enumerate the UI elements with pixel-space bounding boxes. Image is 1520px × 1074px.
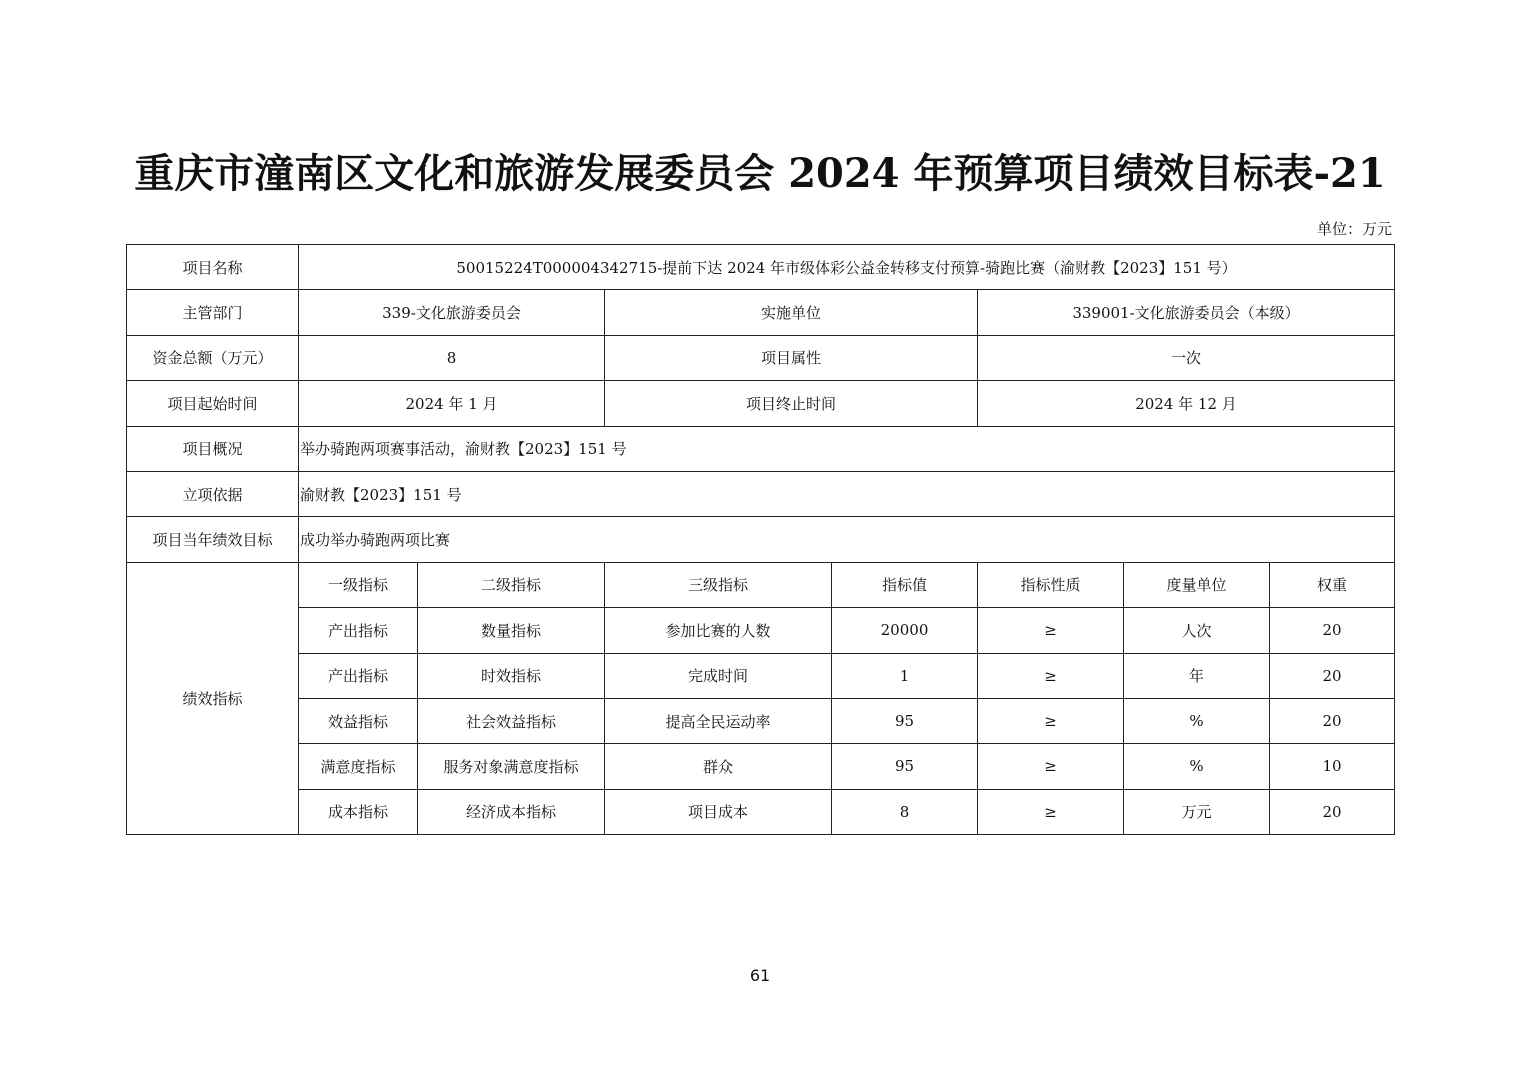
dept-label: 主管部门: [127, 290, 299, 335]
goal-value: 成功举办骑跑两项比赛: [299, 517, 1395, 562]
cell-weight: 10: [1270, 744, 1395, 789]
row-basis: [127, 471, 1395, 516]
end-value: 2024 年 12 月: [978, 381, 1395, 426]
basis-value: 渝财教【2023】151 号: [299, 471, 1395, 516]
performance-target-table: [126, 244, 1395, 835]
table-row: [127, 789, 1395, 834]
overview-value: 举办骑跑两项赛事活动，渝财教【2023】151 号: [299, 426, 1395, 471]
basis-label: 立项依据: [127, 471, 299, 516]
cell-level1: 成本指标: [299, 789, 418, 834]
cell-level3: 群众: [605, 744, 832, 789]
cell-level1: 满意度指标: [299, 744, 418, 789]
cell-value: 95: [832, 698, 978, 743]
cell-level1: 产出指标: [299, 653, 418, 698]
cell-value: 20000: [832, 608, 978, 653]
header-nature: 指标性质: [978, 562, 1124, 607]
cell-level1: 效益指标: [299, 698, 418, 743]
cell-nature: ≥: [978, 608, 1124, 653]
attr-label: 项目属性: [605, 335, 978, 380]
cell-weight: 20: [1270, 789, 1395, 834]
cell-value: 1: [832, 653, 978, 698]
impl-label: 实施单位: [605, 290, 978, 335]
cell-unit: 人次: [1124, 608, 1270, 653]
cell-level3: 完成时间: [605, 653, 832, 698]
attr-value: 一次: [978, 335, 1395, 380]
row-project-name: [127, 245, 1395, 290]
cell-level2: 经济成本指标: [418, 789, 605, 834]
end-label: 项目终止时间: [605, 381, 978, 426]
header-level1: 一级指标: [299, 562, 418, 607]
cell-level3: 提高全民运动率: [605, 698, 832, 743]
header-level2: 二级指标: [418, 562, 605, 607]
table-row: [127, 608, 1395, 653]
cell-level2: 服务对象满意度指标: [418, 744, 605, 789]
cell-level1: 产出指标: [299, 608, 418, 653]
cell-level2: 时效指标: [418, 653, 605, 698]
table-row: [127, 698, 1395, 743]
cell-weight: 20: [1270, 608, 1395, 653]
impl-value: 339001-文化旅游委员会（本级）: [978, 290, 1395, 335]
fund-value: 8: [299, 335, 605, 380]
row-fund: [127, 335, 1395, 380]
project-name-label: 项目名称: [127, 245, 299, 290]
header-value: 指标值: [832, 562, 978, 607]
unit-label: 单位：万元: [1316, 220, 1392, 238]
fund-label: 资金总额（万元）: [127, 335, 299, 380]
cell-level3: 参加比赛的人数: [605, 608, 832, 653]
table-row: [127, 653, 1395, 698]
row-overview: [127, 426, 1395, 471]
cell-nature: ≥: [978, 789, 1124, 834]
cell-unit: 万元: [1124, 789, 1270, 834]
cell-nature: ≥: [978, 744, 1124, 789]
header-weight: 权重: [1270, 562, 1395, 607]
page-number: 61: [749, 966, 771, 985]
project-name-value: 50015224T000004342715-提前下达 2024 年市级体彩公益金转移支付预算-骑跑比赛（渝财教【2023】151 号）: [299, 245, 1395, 290]
cell-weight: 20: [1270, 698, 1395, 743]
start-label: 项目起始时间: [127, 381, 299, 426]
indicators-section-label: 绩效指标: [127, 562, 299, 834]
header-level3: 三级指标: [605, 562, 832, 607]
table-row: [127, 744, 1395, 789]
cell-value: 95: [832, 744, 978, 789]
cell-nature: ≥: [978, 698, 1124, 743]
cell-nature: ≥: [978, 653, 1124, 698]
cell-unit: %: [1124, 698, 1270, 743]
cell-unit: 年: [1124, 653, 1270, 698]
cell-level3: 项目成本: [605, 789, 832, 834]
dept-value: 339-文化旅游委员会: [299, 290, 605, 335]
page-title: 重庆市潼南区文化和旅游发展委员会 2024 年预算项目绩效目标表-21: [134, 150, 1386, 197]
cell-level2: 社会效益指标: [418, 698, 605, 743]
header-unit: 度量单位: [1124, 562, 1270, 607]
overview-label: 项目概况: [127, 426, 299, 471]
cell-value: 8: [832, 789, 978, 834]
row-department: [127, 290, 1395, 335]
cell-unit: %: [1124, 744, 1270, 789]
start-value: 2024 年 1 月: [299, 381, 605, 426]
cell-weight: 20: [1270, 653, 1395, 698]
row-goal: [127, 517, 1395, 562]
row-period: [127, 381, 1395, 426]
cell-level2: 数量指标: [418, 608, 605, 653]
goal-label: 项目当年绩效目标: [127, 517, 299, 562]
indicator-header-row: [127, 562, 1395, 607]
